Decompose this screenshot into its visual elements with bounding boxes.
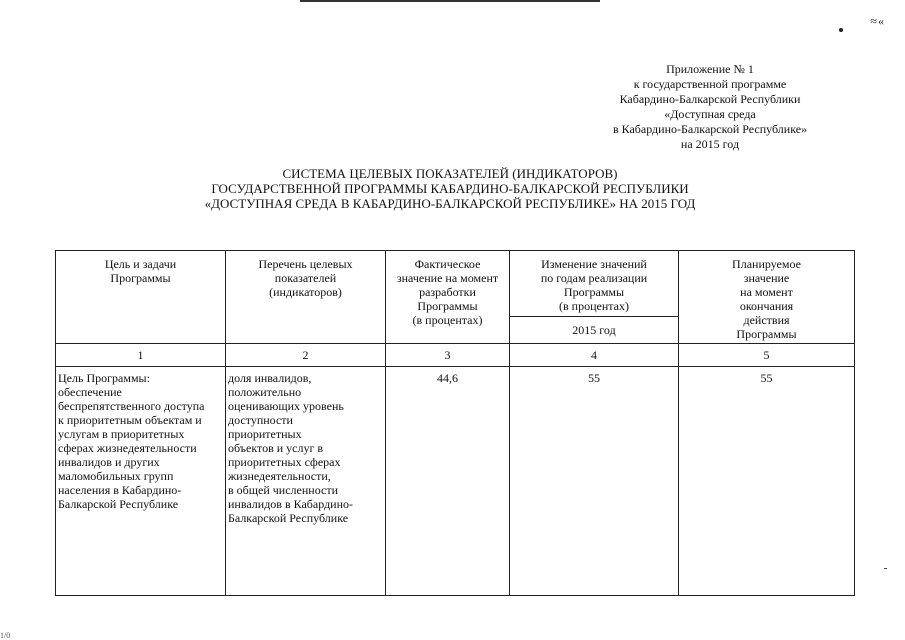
- title-line: «ДОСТУПНАЯ СРЕДА В КАБАРДИНО-БАЛКАРСКОЙ РЕСПУБЛИКЕ» НА 2015 ГОД: [204, 196, 696, 211]
- appendix-line: Кабардино-Балкарской Республики: [619, 92, 801, 106]
- appendix-line: в Кабардино-Балкарской Республике»: [612, 122, 808, 136]
- header-goal: Цель и задачи Программы: [56, 251, 226, 344]
- indicators-table: [55, 250, 855, 596]
- header-indicator: Перечень целевых показателей (индикаторов): [226, 251, 386, 344]
- scan-artifact-line: [300, 0, 600, 2]
- header-year-2015: 2015 год: [510, 317, 679, 344]
- appendix-line: «Доступная среда: [664, 107, 756, 121]
- scan-artifact-tick: [884, 568, 887, 569]
- column-number: 5: [679, 344, 855, 367]
- appendix-line: к государственной программе: [633, 77, 787, 91]
- table-header-row: [56, 251, 855, 317]
- column-number: 4: [510, 344, 679, 367]
- table-row: [56, 367, 855, 596]
- value-2015-cell: 55: [510, 367, 679, 596]
- column-number: 1: [56, 344, 226, 367]
- appendix-line: на 2015 год: [680, 137, 740, 151]
- scan-artifact-bottom: 1/0: [0, 631, 11, 640]
- column-number-row: [56, 344, 855, 367]
- indicator-cell: доля инвалидов, положительно оценивающих уровень доступности приоритетных объектов и услуг в приоритетных сферах жизнедеятельности, в общей численности инвалидов в Кабардино- Балкарской Республике: [226, 367, 386, 596]
- scan-artifact-mark: ≈«: [870, 14, 885, 28]
- column-number: 2: [226, 344, 386, 367]
- header-planned-value: Планируемое значение на момент окончания действия Программы: [679, 251, 855, 344]
- appendix-note: [560, 62, 860, 152]
- appendix-line: Приложение № 1: [666, 62, 754, 76]
- planned-value-cell: 55: [679, 367, 855, 596]
- column-number: 3: [386, 344, 510, 367]
- actual-value-cell: 44,6: [386, 367, 510, 596]
- header-yearly-change: Изменение значений по годам реализации Программы (в процентах): [510, 251, 679, 317]
- title-line: ГОСУДАРСТВЕННОЙ ПРОГРАММЫ КАБАРДИНО-БАЛКАРСКОЙ РЕСПУБЛИКИ: [211, 181, 689, 196]
- title-line: СИСТЕМА ЦЕЛЕВЫХ ПОКАЗАТЕЛЕЙ (ИНДИКАТОРОВ): [282, 166, 618, 181]
- document-title: [150, 166, 750, 211]
- goal-cell: Цель Программы: обеспечение беспрепятственного доступа к приоритетным объектам и услугам в приоритетных сферах жизнедеятельности инвалидов и других маломобильных групп населения в Кабардино- Балкарской Республике: [56, 367, 226, 596]
- header-actual-value: Фактическое значение на момент разработки Программы (в процентах): [386, 251, 510, 344]
- scan-artifact-dot: [839, 28, 843, 32]
